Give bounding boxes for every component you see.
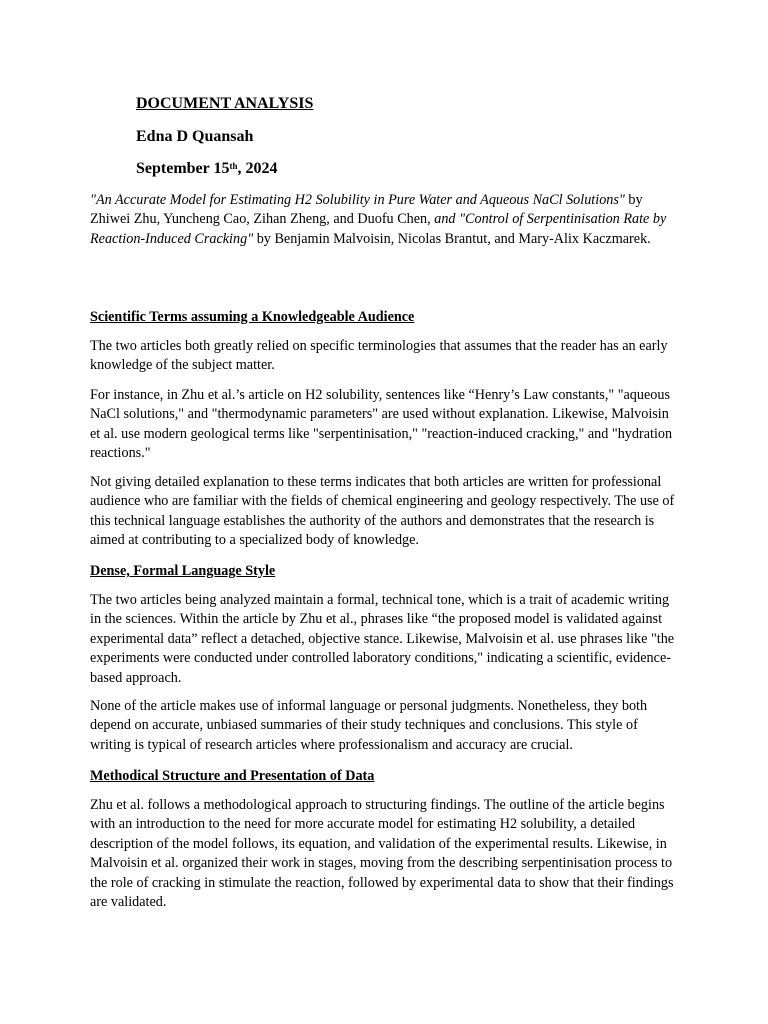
date-superscript: th bbox=[229, 161, 238, 171]
date-suffix: , 2024 bbox=[237, 160, 278, 177]
author-name: Edna D Quansah bbox=[136, 128, 254, 145]
date-prefix: September 15 bbox=[136, 160, 230, 177]
section1-paragraph-3: Not giving detailed explanation to these terms indicates that both articles are written for professional audience who are familiar with the fields of chemical engineering and geology respectively. The use of this technical language establishes the authority of the authors and demonstrates that the research is aimed at contributing to a specialized body of knowledge. bbox=[90, 474, 675, 549]
work2-title: "Control of Serpentinisation Rate by Reaction-Induced Cracking" bbox=[90, 211, 667, 247]
section-heading-formal-language: Dense, Formal Language Style bbox=[90, 563, 276, 579]
intro-conjunction: and bbox=[434, 211, 460, 228]
work2-authors: by Benjamin Malvoisin, Nicolas Brantut, and Mary-Alix Kaczmarek. bbox=[253, 230, 651, 247]
document-date bbox=[136, 159, 277, 179]
work1-title: "An Accurate Model for Estimating H2 Solubility in Pure Water and Aqueous NaCl Solutions" bbox=[90, 192, 625, 208]
work1-authors: by Zhiwei Zhu, Yuncheng Cao, Zihan Zheng, and Duofu Chen, bbox=[90, 192, 643, 228]
document-title: DOCUMENT ANALYSIS bbox=[136, 95, 314, 112]
section-heading-scientific-terms: Scientific Terms assuming a Knowledgeable Audience bbox=[90, 309, 415, 325]
intro-paragraph bbox=[90, 191, 680, 249]
section1-paragraph-1: The two articles both greatly relied on specific terminologies that assumes that the reader has an early knowledge of the subject matter. bbox=[90, 338, 668, 374]
section1-paragraph-2: For instance, in Zhu et al.’s article on H2 solubility, sentences like “Henry’s Law constants," "aqueous NaCl solutions," and "thermodynamic parameters" are used without explanation. Likewise, Malvoisin et al. use modern geological terms like "serpentinisation," "reaction-induced cracking," and "hydration reactions." bbox=[90, 387, 673, 462]
section2-paragraph-2: None of the article makes use of informal language or personal judgments. Nonetheless, they both depend on accurate, unbiased summaries of their study techniques and conclusions. This style of writing is typical of research articles where professionalism and accuracy are crucial. bbox=[90, 698, 648, 753]
section-heading-methodical-structure: Methodical Structure and Presentation of Data bbox=[90, 768, 375, 784]
section3-paragraph-1: Zhu et al. follows a methodological approach to structuring findings. The outline of the article begins with an introduction to the need for more accurate model for estimating H2 solubility, a detailed description of the model follows, its equation, and validation of the experimental results. Likewise, in Malvoisin et al. organized their work in stages, moving from the describing serpentinisation process to the role of cracking in stimulate the reaction, followed by experimental data to show that their findings are validated. bbox=[90, 797, 674, 911]
section2-paragraph-1: The two articles being analyzed maintain a formal, technical tone, which is a trait of academic writing in the sciences. Within the article by Zhu et al., phrases like “the proposed model is validated against experimental data” reflect a detached, objective stance. Likewise, Malvoisin et al. use phrases like "the experiments were conducted under controlled laboratory conditions," indicating a scientific, evidence-based approach. bbox=[90, 592, 675, 686]
